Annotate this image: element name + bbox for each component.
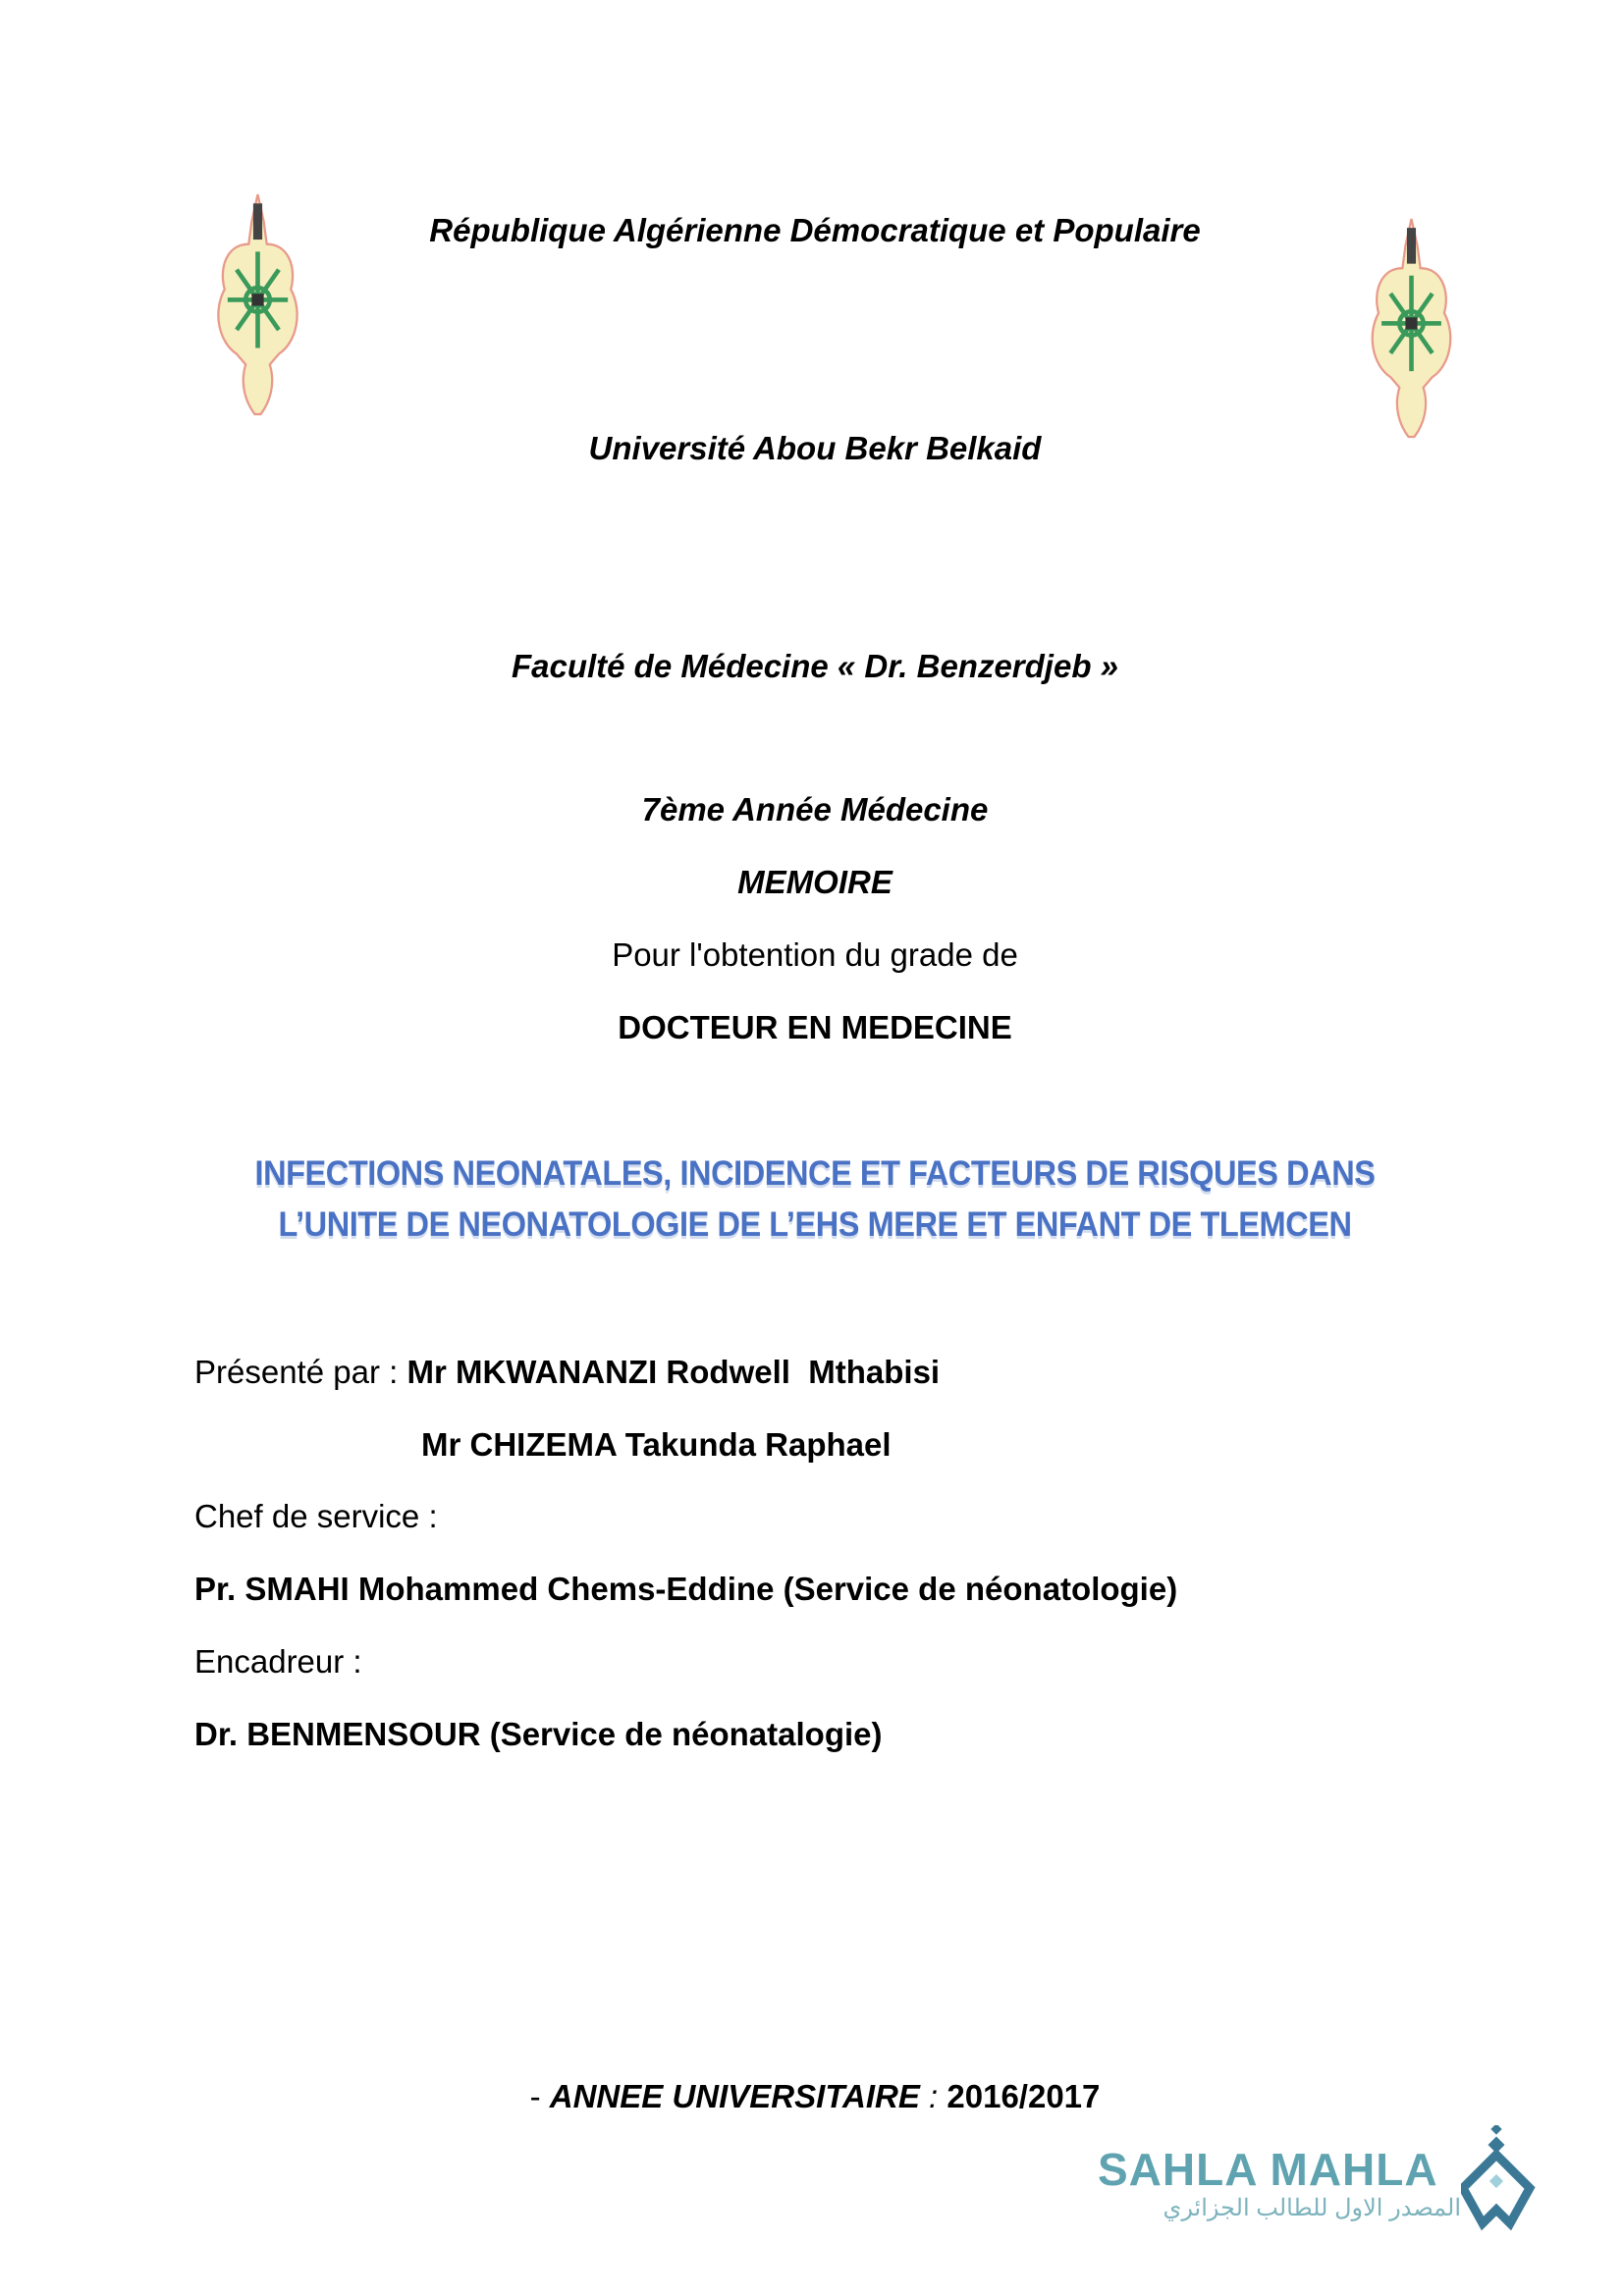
presented-by: [194, 1353, 940, 1392]
republic-heading: République Algérienne Démocratique et Populaire: [429, 212, 1201, 248]
author-1: Mr MKWANANZI Rodwell Mthabisi: [406, 1354, 941, 1390]
author-2: Mr CHIZEMA Takunda Raphael: [421, 1426, 892, 1463]
faculty-name: Faculté de Médecine « Dr. Benzerdjeb »: [511, 648, 1119, 684]
obtention-text: Pour l'obtention du grade de: [612, 936, 1018, 973]
colon: :: [919, 2078, 947, 2114]
encadreur-name: Dr. BENMENSOUR (Service de néonatalogie): [194, 1716, 883, 1752]
encadreur-label: Encadreur :: [194, 1643, 362, 1680]
chef-label: Chef de service :: [194, 1498, 438, 1534]
study-year: 7ème Année Médecine: [641, 791, 989, 828]
thesis-title-line2: L’UNITE DE NEONATOLOGIE DE L’EHS MERE ET ENFANT DE TLEMCEN: [278, 1205, 1352, 1244]
university-name: Université Abou Bekr Belkaid: [588, 430, 1042, 466]
sahla-arabic: المصدر الاول للطالب الجزائري: [1163, 2195, 1461, 2221]
annee-value: 2016/2017: [947, 2078, 1101, 2114]
dash: -: [529, 2078, 550, 2114]
thesis-title-line1: INFECTIONS NEONATALES, INCIDENCE ET FACTEURS DE RISQUES DANS: [254, 1154, 1376, 1193]
sahla-brand: SAHLA MAHLA: [1098, 2144, 1438, 2195]
presented-label: Présenté par :: [194, 1354, 407, 1390]
chef-name: Pr. SMAHI Mohammed Chems-Eddine (Service de néonatologie): [194, 1571, 1178, 1607]
annee-label: ANNEE UNIVERSITAIRE: [549, 2078, 920, 2114]
sahla-logo-icon: [1461, 2125, 1540, 2233]
sahla-mahla-watermark: [1098, 2125, 1540, 2233]
academic-year: [0, 2077, 1623, 2116]
grade-title: DOCTEUR EN MEDECINE: [618, 1009, 1012, 1045]
memoire-label: MEMOIRE: [737, 864, 893, 900]
